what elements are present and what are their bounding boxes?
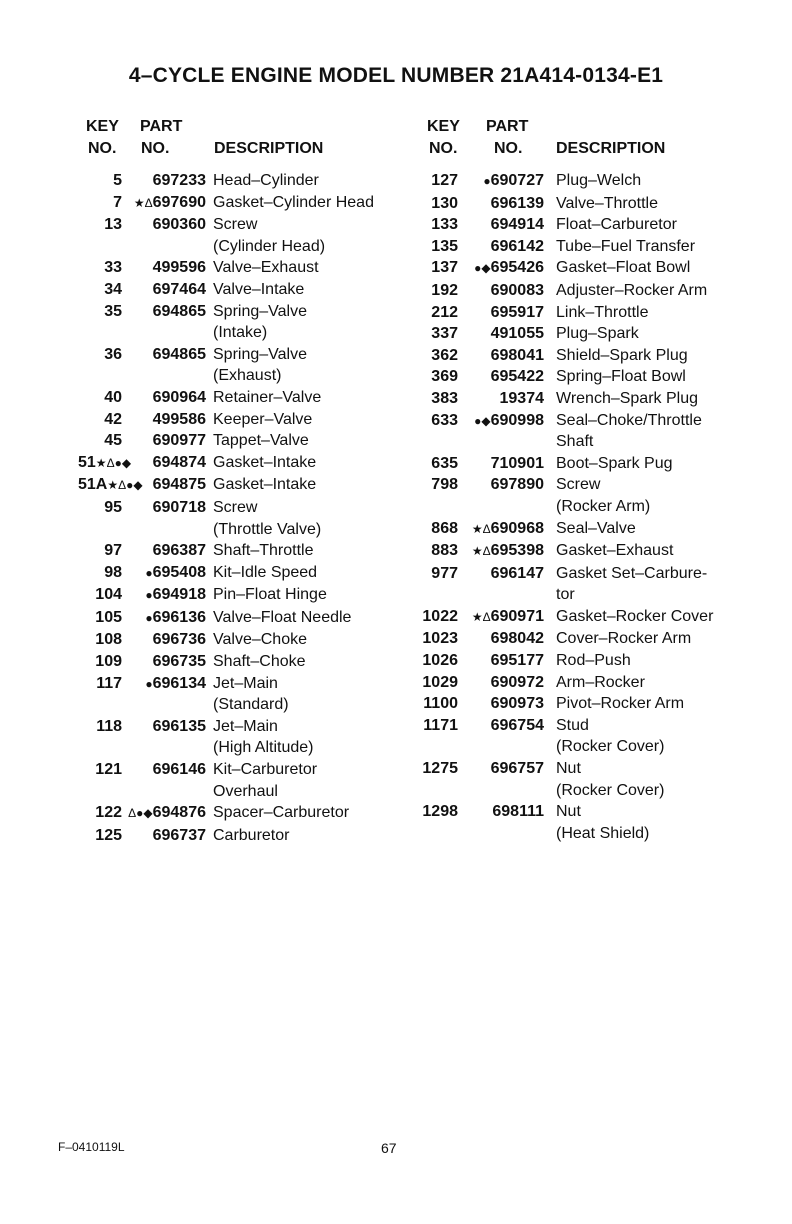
part-description: Jet–Main (Standard) xyxy=(213,674,289,714)
part-number: 696146 xyxy=(152,761,206,779)
key-number: 362 xyxy=(431,346,458,364)
table-row xyxy=(418,302,746,324)
key-number: 635 xyxy=(431,454,458,472)
key-number: 117 xyxy=(96,674,122,692)
part-description: Seal–Valve xyxy=(556,519,636,537)
header-part-no-label: NO. xyxy=(494,140,523,157)
part-description: Gasket–Rocker Cover xyxy=(556,607,714,625)
part-number: ●◆690998 xyxy=(474,411,544,429)
key-number: 121 xyxy=(95,761,122,779)
part-description: Spacer–Carburetor xyxy=(213,804,350,822)
part-description: Adjuster–Rocker Arm xyxy=(556,281,708,299)
table-row xyxy=(418,410,746,453)
part-number: 694865 xyxy=(152,302,206,320)
part-description: Retainer–Valve xyxy=(213,388,322,406)
key-number: 633 xyxy=(431,411,458,429)
table-row xyxy=(418,540,746,563)
part-description: Gasket–Intake xyxy=(213,476,317,494)
header-key-no-label: NO. xyxy=(88,140,117,157)
part-description: Valve–Exhaust xyxy=(213,259,319,277)
part-number: 690973 xyxy=(490,695,544,713)
table-row xyxy=(418,801,746,844)
document-code: F–0410119L xyxy=(58,1140,125,1154)
table-row xyxy=(418,453,746,475)
key-number: 1298 xyxy=(422,803,458,821)
key-number: 977 xyxy=(431,564,458,582)
part-description: Carburetor xyxy=(213,826,290,844)
key-number: 1100 xyxy=(423,695,458,713)
part-description: Spring–Valve (Intake) xyxy=(213,302,307,342)
table-row xyxy=(418,214,746,236)
key-number: 369 xyxy=(431,368,458,386)
part-number: 690360 xyxy=(152,216,206,234)
key-number: 98 xyxy=(104,563,122,581)
key-number: 45 xyxy=(104,432,122,450)
table-row xyxy=(78,344,423,387)
table-row xyxy=(78,651,423,673)
table-row xyxy=(78,825,423,847)
part-number: 696142 xyxy=(490,237,544,255)
header-key-no-label: NO. xyxy=(429,140,458,157)
table-row xyxy=(78,759,423,802)
table-header-right xyxy=(418,118,746,164)
header-description-label: DESCRIPTION xyxy=(214,140,324,157)
parts-table-right xyxy=(418,118,746,844)
part-description: Nut (Heat Shield) xyxy=(556,803,650,842)
parts-table-left xyxy=(78,118,423,846)
part-number: 690083 xyxy=(490,281,544,299)
part-description: Jet–Main (High Altitude) xyxy=(213,717,314,757)
part-description: Kit–Carburetor Overhaul xyxy=(213,761,318,800)
part-description: Shaft–Throttle xyxy=(213,542,314,560)
table-row xyxy=(418,257,746,280)
part-number: 694865 xyxy=(152,345,206,363)
part-number: 696735 xyxy=(152,653,206,671)
table-row xyxy=(78,192,423,215)
table-row xyxy=(418,715,746,758)
part-description: Float–Carburetor xyxy=(556,216,677,234)
part-number: 696757 xyxy=(490,760,544,778)
table-row xyxy=(418,672,746,694)
table-row xyxy=(418,388,746,410)
part-number: 697890 xyxy=(490,476,544,494)
key-number: 5 xyxy=(113,172,122,189)
part-description: Plug–Welch xyxy=(556,172,642,189)
part-number: 491055 xyxy=(490,325,544,343)
part-number: Δ●◆694876 xyxy=(128,804,206,822)
key-number: 51★Δ●◆ xyxy=(78,453,132,471)
key-number: 105 xyxy=(95,608,122,626)
part-description: Rod–Push xyxy=(556,652,631,670)
part-description: Valve–Choke xyxy=(213,631,307,649)
table-row xyxy=(78,279,423,301)
key-number: 13 xyxy=(104,216,122,234)
part-description: Valve–Throttle xyxy=(556,194,658,212)
key-number: 118 xyxy=(96,717,122,735)
part-number: 690972 xyxy=(490,673,544,691)
key-number: 51A★Δ●◆ xyxy=(78,476,143,494)
part-number: 696135 xyxy=(152,717,206,735)
key-number: 1171 xyxy=(423,716,458,734)
page-number: 67 xyxy=(381,1140,397,1156)
part-number: ★Δ690971 xyxy=(471,607,544,625)
part-description: Screw (Throttle Valve) xyxy=(213,498,322,538)
table-row xyxy=(78,629,423,651)
part-number: ●690727 xyxy=(483,172,544,189)
key-number: 33 xyxy=(104,259,122,277)
key-number: 34 xyxy=(104,280,122,298)
part-description: Tube–Fuel Transfer xyxy=(556,237,696,255)
key-number: 133 xyxy=(431,216,458,234)
table-row xyxy=(78,257,423,279)
part-number: 694914 xyxy=(490,216,544,234)
table-row xyxy=(418,563,746,606)
key-number: 212 xyxy=(431,303,458,321)
part-number: 698041 xyxy=(490,346,544,364)
table-row xyxy=(78,170,423,192)
part-description: Gasket–Cylinder Head xyxy=(213,193,374,211)
key-number: 883 xyxy=(431,542,458,560)
part-description: Cover–Rocker Arm xyxy=(556,630,692,648)
part-description: Valve–Intake xyxy=(213,280,305,298)
part-number: 19374 xyxy=(499,389,544,407)
part-description: Arm–Rocker xyxy=(556,673,645,691)
part-number: 690977 xyxy=(152,432,206,450)
key-number: 1022 xyxy=(422,607,458,625)
key-number: 95 xyxy=(104,498,122,516)
part-description: Screw (Cylinder Head) xyxy=(213,216,326,255)
part-number: 698042 xyxy=(490,630,544,648)
part-number: 696139 xyxy=(490,194,544,212)
key-number: 7 xyxy=(113,193,122,211)
part-number: 499596 xyxy=(152,259,206,277)
table-row xyxy=(78,540,423,562)
table-row xyxy=(418,474,746,517)
part-number: ●695408 xyxy=(145,563,206,581)
part-number: ●◆695426 xyxy=(474,259,544,277)
table-row xyxy=(78,802,423,825)
page-title: 4–CYCLE ENGINE MODEL NUMBER 21A414-0134-E1 xyxy=(128,64,664,87)
key-number: 35 xyxy=(104,302,122,320)
part-description: Tappet–Valve xyxy=(213,432,309,450)
table-row xyxy=(418,345,746,367)
key-number: 137 xyxy=(431,259,458,277)
part-description: Pin–Float Hinge xyxy=(213,586,327,604)
table-row xyxy=(418,193,746,215)
part-description: Plug–Spark xyxy=(556,325,639,343)
part-number: ★Δ690968 xyxy=(471,519,544,537)
table-row xyxy=(78,607,423,630)
table-row xyxy=(78,584,423,607)
part-description: Gasket–Float Bowl xyxy=(556,259,691,277)
part-number: 694874 xyxy=(152,453,206,471)
part-number: 710901 xyxy=(490,454,544,472)
key-number: 42 xyxy=(104,410,122,428)
parts-list-left xyxy=(78,170,423,846)
header-part-label: PART xyxy=(140,118,183,135)
part-number: 697464 xyxy=(152,280,206,298)
part-number: ●694918 xyxy=(145,586,206,604)
header-description-label: DESCRIPTION xyxy=(556,140,666,157)
part-number: ●696136 xyxy=(145,608,206,626)
part-description: Seal–Choke/Throttle Shaft xyxy=(556,411,702,451)
table-header-left xyxy=(78,118,423,164)
key-number: 1023 xyxy=(422,630,458,648)
key-number: 125 xyxy=(95,826,122,844)
part-description: Spring–Valve (Exhaust) xyxy=(213,345,307,385)
header-key-label: KEY xyxy=(427,118,460,135)
table-row xyxy=(78,497,423,540)
part-description: Gasket–Exhaust xyxy=(556,542,674,560)
part-description: Link–Throttle xyxy=(556,303,649,321)
table-row xyxy=(418,323,746,345)
part-number: ●696134 xyxy=(145,674,206,692)
key-number: 36 xyxy=(104,345,122,363)
table-row xyxy=(78,301,423,344)
part-description: Stud (Rocker Cover) xyxy=(556,716,665,756)
table-row xyxy=(78,562,423,585)
part-description: Keeper–Valve xyxy=(213,410,313,428)
table-row xyxy=(78,214,423,257)
table-row xyxy=(418,518,746,541)
key-number: 122 xyxy=(95,804,122,822)
part-number: 698111 xyxy=(492,803,544,821)
key-number: 130 xyxy=(431,194,458,212)
key-number: 1275 xyxy=(422,760,458,778)
table-row xyxy=(418,170,746,193)
header-part-label: PART xyxy=(486,118,529,135)
parts-list-right xyxy=(418,170,746,844)
table-row xyxy=(418,280,746,302)
part-number: 690964 xyxy=(152,388,206,406)
key-number: 40 xyxy=(104,388,122,406)
key-number: 383 xyxy=(431,389,458,407)
table-row xyxy=(78,430,423,452)
table-row xyxy=(78,387,423,409)
table-row xyxy=(78,452,423,475)
part-number: 694875 xyxy=(152,476,206,494)
part-number: ★Δ695398 xyxy=(471,542,544,560)
part-number: 696147 xyxy=(490,564,544,582)
key-number: 104 xyxy=(95,586,122,604)
key-number: 1026 xyxy=(422,652,458,670)
part-description: Head–Cylinder xyxy=(213,172,319,189)
table-row xyxy=(78,673,423,716)
part-description: Screw (Rocker Arm) xyxy=(556,476,651,515)
table-row xyxy=(418,606,746,629)
part-description: Pivot–Rocker Arm xyxy=(556,695,685,713)
key-number: 97 xyxy=(104,542,122,560)
key-number: 192 xyxy=(431,281,458,299)
part-description: Kit–Idle Speed xyxy=(213,563,318,581)
table-row xyxy=(78,716,423,759)
key-number: 108 xyxy=(95,631,122,649)
part-number: 696737 xyxy=(152,826,206,844)
part-description: Nut (Rocker Cover) xyxy=(556,760,665,799)
part-number: ★Δ697690 xyxy=(133,193,206,211)
part-number: 695917 xyxy=(490,303,544,321)
part-number: 696754 xyxy=(490,716,544,734)
part-description: Wrench–Spark Plug xyxy=(556,389,698,407)
part-description: Gasket Set–Carbure- tor xyxy=(556,564,708,604)
part-number: 696736 xyxy=(152,631,206,649)
part-description: Valve–Float Needle xyxy=(213,608,352,626)
key-number: 135 xyxy=(431,237,458,255)
part-number: 690718 xyxy=(152,498,206,516)
table-row xyxy=(418,236,746,258)
key-number: 1029 xyxy=(422,673,458,691)
table-row xyxy=(418,758,746,801)
part-description: Shield–Spark Plug xyxy=(556,346,688,364)
part-number: 697233 xyxy=(152,172,206,189)
table-row xyxy=(418,628,746,650)
part-description: Boot–Spark Pug xyxy=(556,454,673,472)
key-number: 109 xyxy=(95,653,122,671)
header-key-label: KEY xyxy=(86,118,119,135)
part-number: 696387 xyxy=(152,542,206,560)
key-number: 337 xyxy=(431,325,458,343)
table-row xyxy=(418,650,746,672)
header-part-no-label: NO. xyxy=(141,140,170,157)
part-description: Shaft–Choke xyxy=(213,653,306,671)
table-row xyxy=(78,409,423,431)
key-number: 798 xyxy=(431,476,458,494)
key-number: 127 xyxy=(431,172,458,189)
part-description: Spring–Float Bowl xyxy=(556,368,686,386)
table-row xyxy=(418,366,746,388)
part-description: Gasket–Intake xyxy=(213,453,317,471)
part-number: 499586 xyxy=(152,410,206,428)
table-row xyxy=(418,693,746,715)
part-number: 695422 xyxy=(490,368,544,386)
table-row xyxy=(78,474,423,497)
part-number: 695177 xyxy=(490,652,544,670)
key-number: 868 xyxy=(431,519,458,537)
